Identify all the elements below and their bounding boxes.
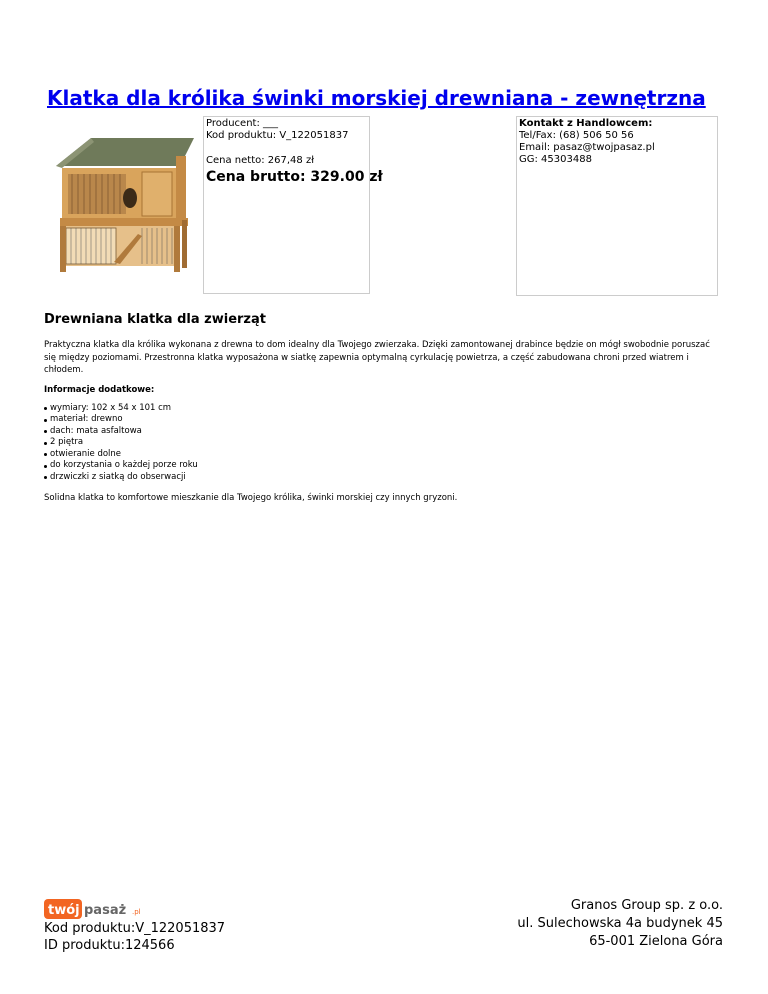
company-street: ul. Sulechowska 4a budynek 45 <box>517 916 723 931</box>
contact-box <box>516 116 718 296</box>
list-item: otwieranie dolne <box>44 449 724 461</box>
list-item: materiał: drewno <box>44 414 724 426</box>
company-name: Granos Group sp. z o.o. <box>570 898 723 913</box>
product-image <box>46 116 200 294</box>
svg-text:.pl: .pl <box>132 908 141 916</box>
footer-product-code: Kod produktu:V_122051837 <box>44 921 226 936</box>
net-price: Cena netto: 267,48 zł <box>206 155 315 166</box>
producer-text: Producent: ___ <box>206 118 279 129</box>
company-address <box>517 897 723 951</box>
company-city: 65-001 Zielona Góra <box>589 934 723 949</box>
footer-product-id: ID produktu:124566 <box>44 938 175 953</box>
product-title[interactable]: Klatka dla królika świnki morskiej drewniana - zewnętrzna <box>47 86 706 110</box>
gross-price: Cena brutto: 329.00 zł <box>206 169 383 185</box>
list-item: drzwiczki z siatką do obserwacji <box>44 472 724 484</box>
list-item: dach: mata asfaltowa <box>44 426 724 438</box>
contact-gg: GG: 45303488 <box>519 154 592 165</box>
description-heading: Drewniana klatka dla zwierząt <box>44 312 266 327</box>
product-description <box>44 312 724 505</box>
list-item: do korzystania o każdej porze roku <box>44 460 724 472</box>
product-info-box <box>203 116 383 294</box>
product-code-text: Kod produktu: V_122051837 <box>206 130 349 141</box>
footer-product-ids <box>44 920 225 954</box>
svg-text:twój: twój <box>48 903 80 918</box>
description-intro: Praktyczna klatka dla królika wykonana z drewna to dom idealny dla Twojego zwierzaka. Dzięki zamontowanej drabince będzie on mógł swobodnie poruszać się między poziomami. Przestronna klatka wyposażona w siatkę zapewnia optymalną cyrkulację powietrza, a część zabudowana chroni przed wiatrem i chłodem. <box>44 340 710 375</box>
contact-heading: Kontakt z Handlowcem: <box>519 118 653 129</box>
contact-email: Email: pasaz@twojpasaz.pl <box>519 142 655 153</box>
contact-phone: Tel/Fax: (68) 506 50 56 <box>519 130 634 141</box>
list-item: 2 piętra <box>44 437 724 449</box>
feature-list <box>44 403 724 484</box>
extra-info-heading: Informacje dodatkowe: <box>44 384 155 395</box>
svg-text:pasaż: pasaż <box>84 903 127 918</box>
twojpasaz-logo <box>44 899 154 919</box>
description-closing: Solidna klatka to komfortowe mieszkanie dla Twojego królika, świnki morskiej czy innych gryzoni. <box>44 493 458 503</box>
list-item: wymiary: 102 x 54 x 101 cm <box>44 403 724 415</box>
